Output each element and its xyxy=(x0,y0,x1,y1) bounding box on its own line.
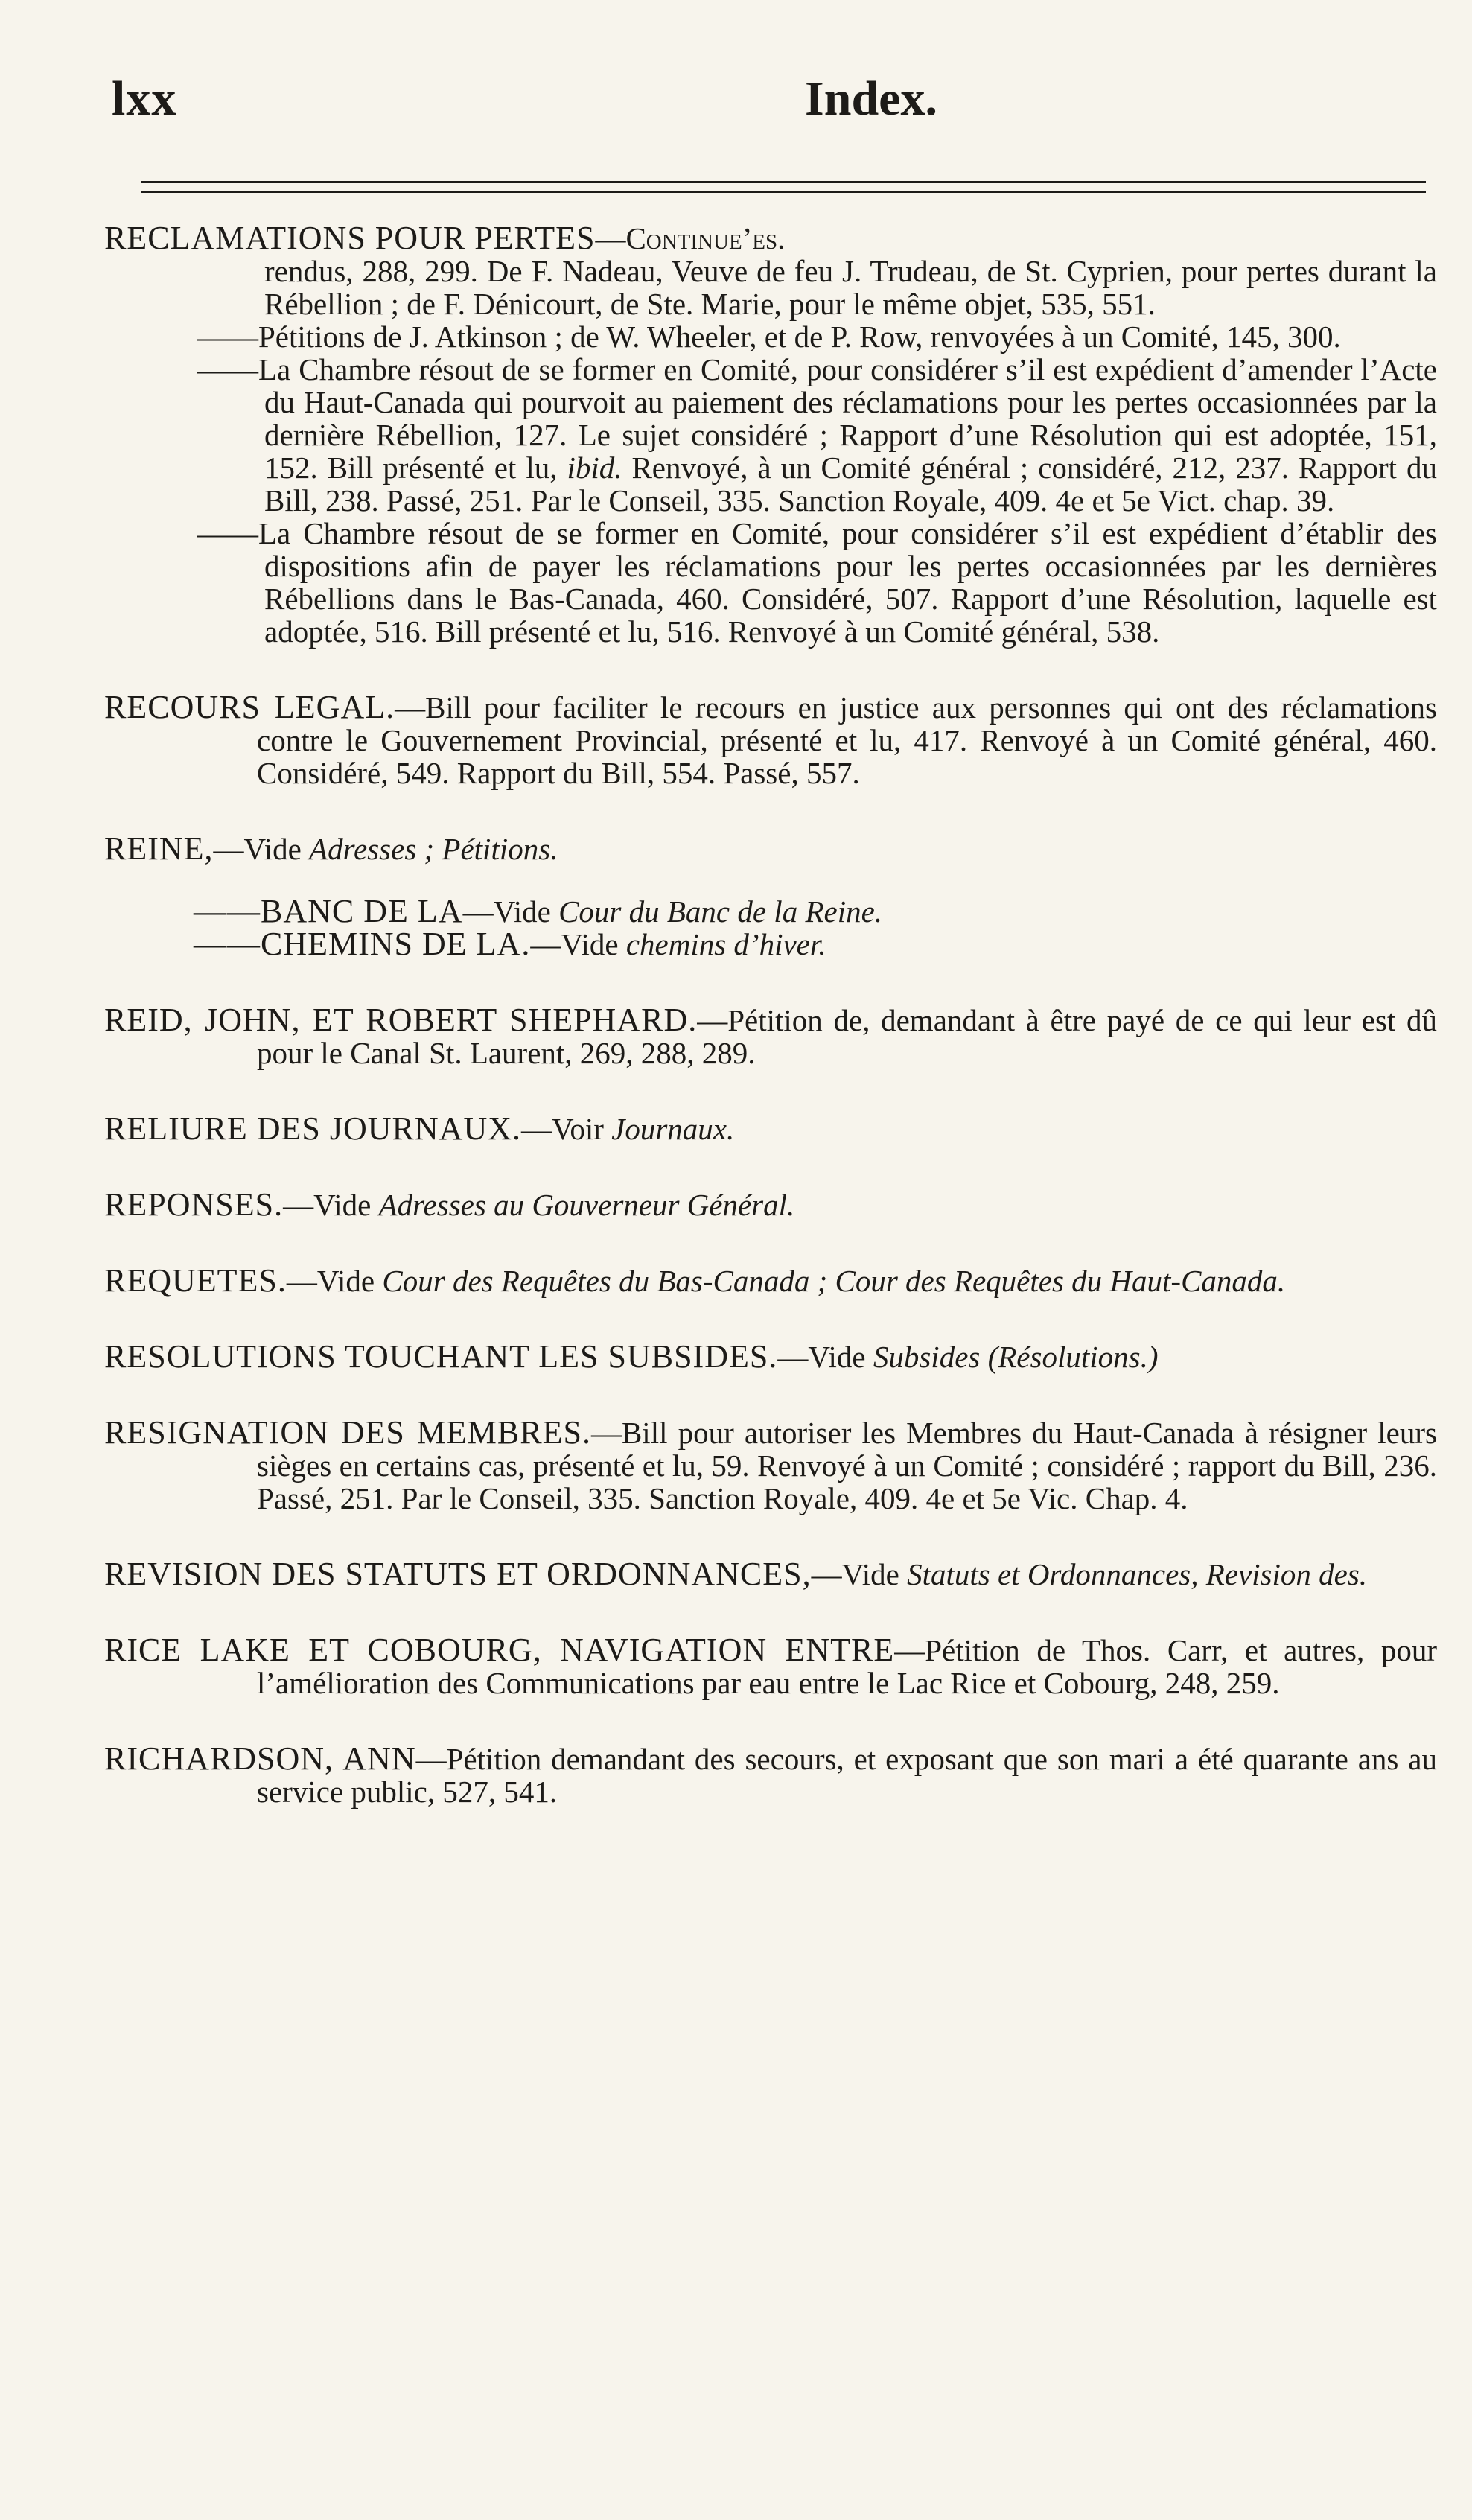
entry-reid xyxy=(97,1004,1437,1069)
sub-entry-banc: ——BANC DE LA—Vide Cour du Banc de la Reine. xyxy=(194,893,883,929)
header-rule-bottom xyxy=(141,191,1426,193)
entry-heading: REQUETES. xyxy=(104,1262,287,1299)
entry-reine: REINE,—Vide Adresses ; Pétitions. ——BANC DE LA—Vide Cour du Banc de la Reine. ——CHEMINS DE LA.—Vide chemins d’hiver. xyxy=(97,833,1437,961)
entry-heading: REPONSES. xyxy=(104,1186,284,1223)
entry-heading: REINE, xyxy=(104,830,214,867)
entry-heading: RELIURE DES JOURNAUX. xyxy=(104,1110,521,1147)
entry-rice-lake xyxy=(97,1634,1437,1699)
entry-text: —Pétition de Thos. Carr, et autres, pour l’amélioration des Communications par eau entre le Lac Rice et Cobourg, 248, 259. xyxy=(257,1633,1437,1700)
entry-revision: REVISION DES STATUTS ET ORDONNANCES,—Vide Statuts et Ordonnances, Revision des. xyxy=(104,1556,1368,1592)
sub-entry-bas-canada: ——La Chambre résout de se former en Comité, pour considérer s’il est expédient d’établir des dispositions afin de payer les réclamations pour les pertes occasionnées par les dernières Rébellions dans le Bas-Canada, 460. Considéré, 507. Rapport d’une Résolution, laquelle est adoptée, 516. Bill présenté et lu, 516. Renvoyé à un Comité général, 538. xyxy=(197,516,1437,649)
entry-text: —Bill pour autoriser les Membres du Haut-Canada à résigner leurs sièges en certains cas, présenté et lu, 59. Renvoyé à un Comité ; considéré ; rapport du Bill, 236. Passé, 251. Par le Conseil, 335. Sanction Royale, 409. 4e et 5e Vic. Chap. 4. xyxy=(257,1416,1437,1515)
entry-recours xyxy=(97,691,1437,789)
entry-heading: RESOLUTIONS TOUCHANT LES SUBSIDES. xyxy=(104,1338,778,1375)
cross-reference: Journaux. xyxy=(611,1112,735,1146)
entry-reclamations xyxy=(97,222,1437,648)
cross-reference: Adresses ; Pétitions. xyxy=(309,832,558,866)
entry-heading: RECLAMATIONS POUR PERTES xyxy=(104,220,596,256)
entry-heading: RICHARDSON, ANN xyxy=(104,1740,416,1777)
entry-text: —Pétition demandant des secours, et exposant que son mari a été quarante ans au service public, 527, 541. xyxy=(257,1742,1437,1809)
cross-reference: Statuts et Ordonnances, Revision des. xyxy=(907,1557,1368,1591)
continued-label: —Continue’es. xyxy=(595,221,786,255)
entry-reliure: RELIURE DES JOURNAUX.—Voir Journaux. xyxy=(104,1110,735,1147)
entry-resignation xyxy=(97,1416,1437,1515)
entry-text: rendus, 288, 299. De F. Nadeau, Veuve de feu J. Trudeau, de St. Cyprien, pour pertes durant la Rébellion ; de F. Dénicourt, de Ste. Marie, pour le même objet, 535, 551. xyxy=(264,254,1437,321)
header-rule-top xyxy=(141,181,1426,183)
sub-entry-petitions: ——Pétitions de J. Atkinson ; de W. Wheeler, et de P. Row, renvoyées à un Comité, 145, 300. xyxy=(197,319,1341,354)
page-header xyxy=(112,71,1430,138)
entry-text: —Pétition de, demandant à être payé de ce qui leur est dû pour le Canal St. Laurent, 269, 288, 289. xyxy=(257,1003,1437,1070)
cross-reference: Cour du Banc de la Reine. xyxy=(558,894,883,929)
cross-reference: Cour des Requêtes du Bas-Canada ; Cour des Requêtes du Haut-Canada. xyxy=(382,1264,1286,1298)
cross-reference: chemins d’hiver. xyxy=(625,927,826,961)
cross-reference: Subsides (Résolutions.) xyxy=(873,1340,1159,1374)
sub-entry-haut-canada: ——La Chambre résout de se former en Comité, pour considérer s’il est expédient d’amender l’Acte du Haut-Canada qui pourvoit au paiement des réclamations pour les pertes occasionnées par la dernière Rébellion, 127. Le sujet considéré ; Rapport d’une Résolution qui est adoptée, 151, 152. Bill présenté et lu, ibid. Renvoyé, à un Comité général ; considéré, 212, 237. Rapport du Bill, 238. Passé, 251. Par le Conseil, 335. Sanction Royale, 409. 4e et 5e Vict. chap. 39. xyxy=(197,352,1437,518)
entry-text: —Bill pour faciliter le recours en justice aux personnes qui ont des réclamations contre le Gouvernement Provincial, présenté et lu, 417. Renvoyé à un Comité général, 460. Considéré, 549. Rapport du Bill, 554. Passé, 557. xyxy=(257,690,1437,790)
cross-reference: Adresses au Gouverneur Général. xyxy=(378,1188,795,1222)
index-entries xyxy=(97,222,1437,1808)
entry-heading: RICE LAKE ET COBOURG, NAVIGATION ENTRE xyxy=(104,1632,895,1668)
page-number: lxx xyxy=(112,71,177,126)
entry-richardson xyxy=(97,1740,1437,1809)
entry-heading: REVISION DES STATUTS ET ORDONNANCES, xyxy=(104,1556,812,1592)
entry-heading: REID, JOHN, ET ROBERT SHEPHARD. xyxy=(104,1002,698,1038)
sub-entry-chemins: ——CHEMINS DE LA.—Vide chemins d’hiver. xyxy=(194,926,826,962)
entry-resolutions: RESOLUTIONS TOUCHANT LES SUBSIDES.—Vide Subsides (Résolutions.) xyxy=(104,1338,1159,1375)
entry-requetes: REQUETES.—Vide Cour des Requêtes du Bas-Canada ; Cour des Requêtes du Haut-Canada. xyxy=(104,1262,1286,1299)
ibid-ref: ibid. xyxy=(567,451,622,485)
entry-heading: RESIGNATION DES MEMBRES. xyxy=(104,1414,591,1451)
entry-heading: RECOURS LEGAL. xyxy=(104,689,395,725)
running-title: Index. xyxy=(805,71,937,126)
entry-reponses: REPONSES.—Vide Adresses au Gouverneur Général. xyxy=(104,1186,795,1223)
